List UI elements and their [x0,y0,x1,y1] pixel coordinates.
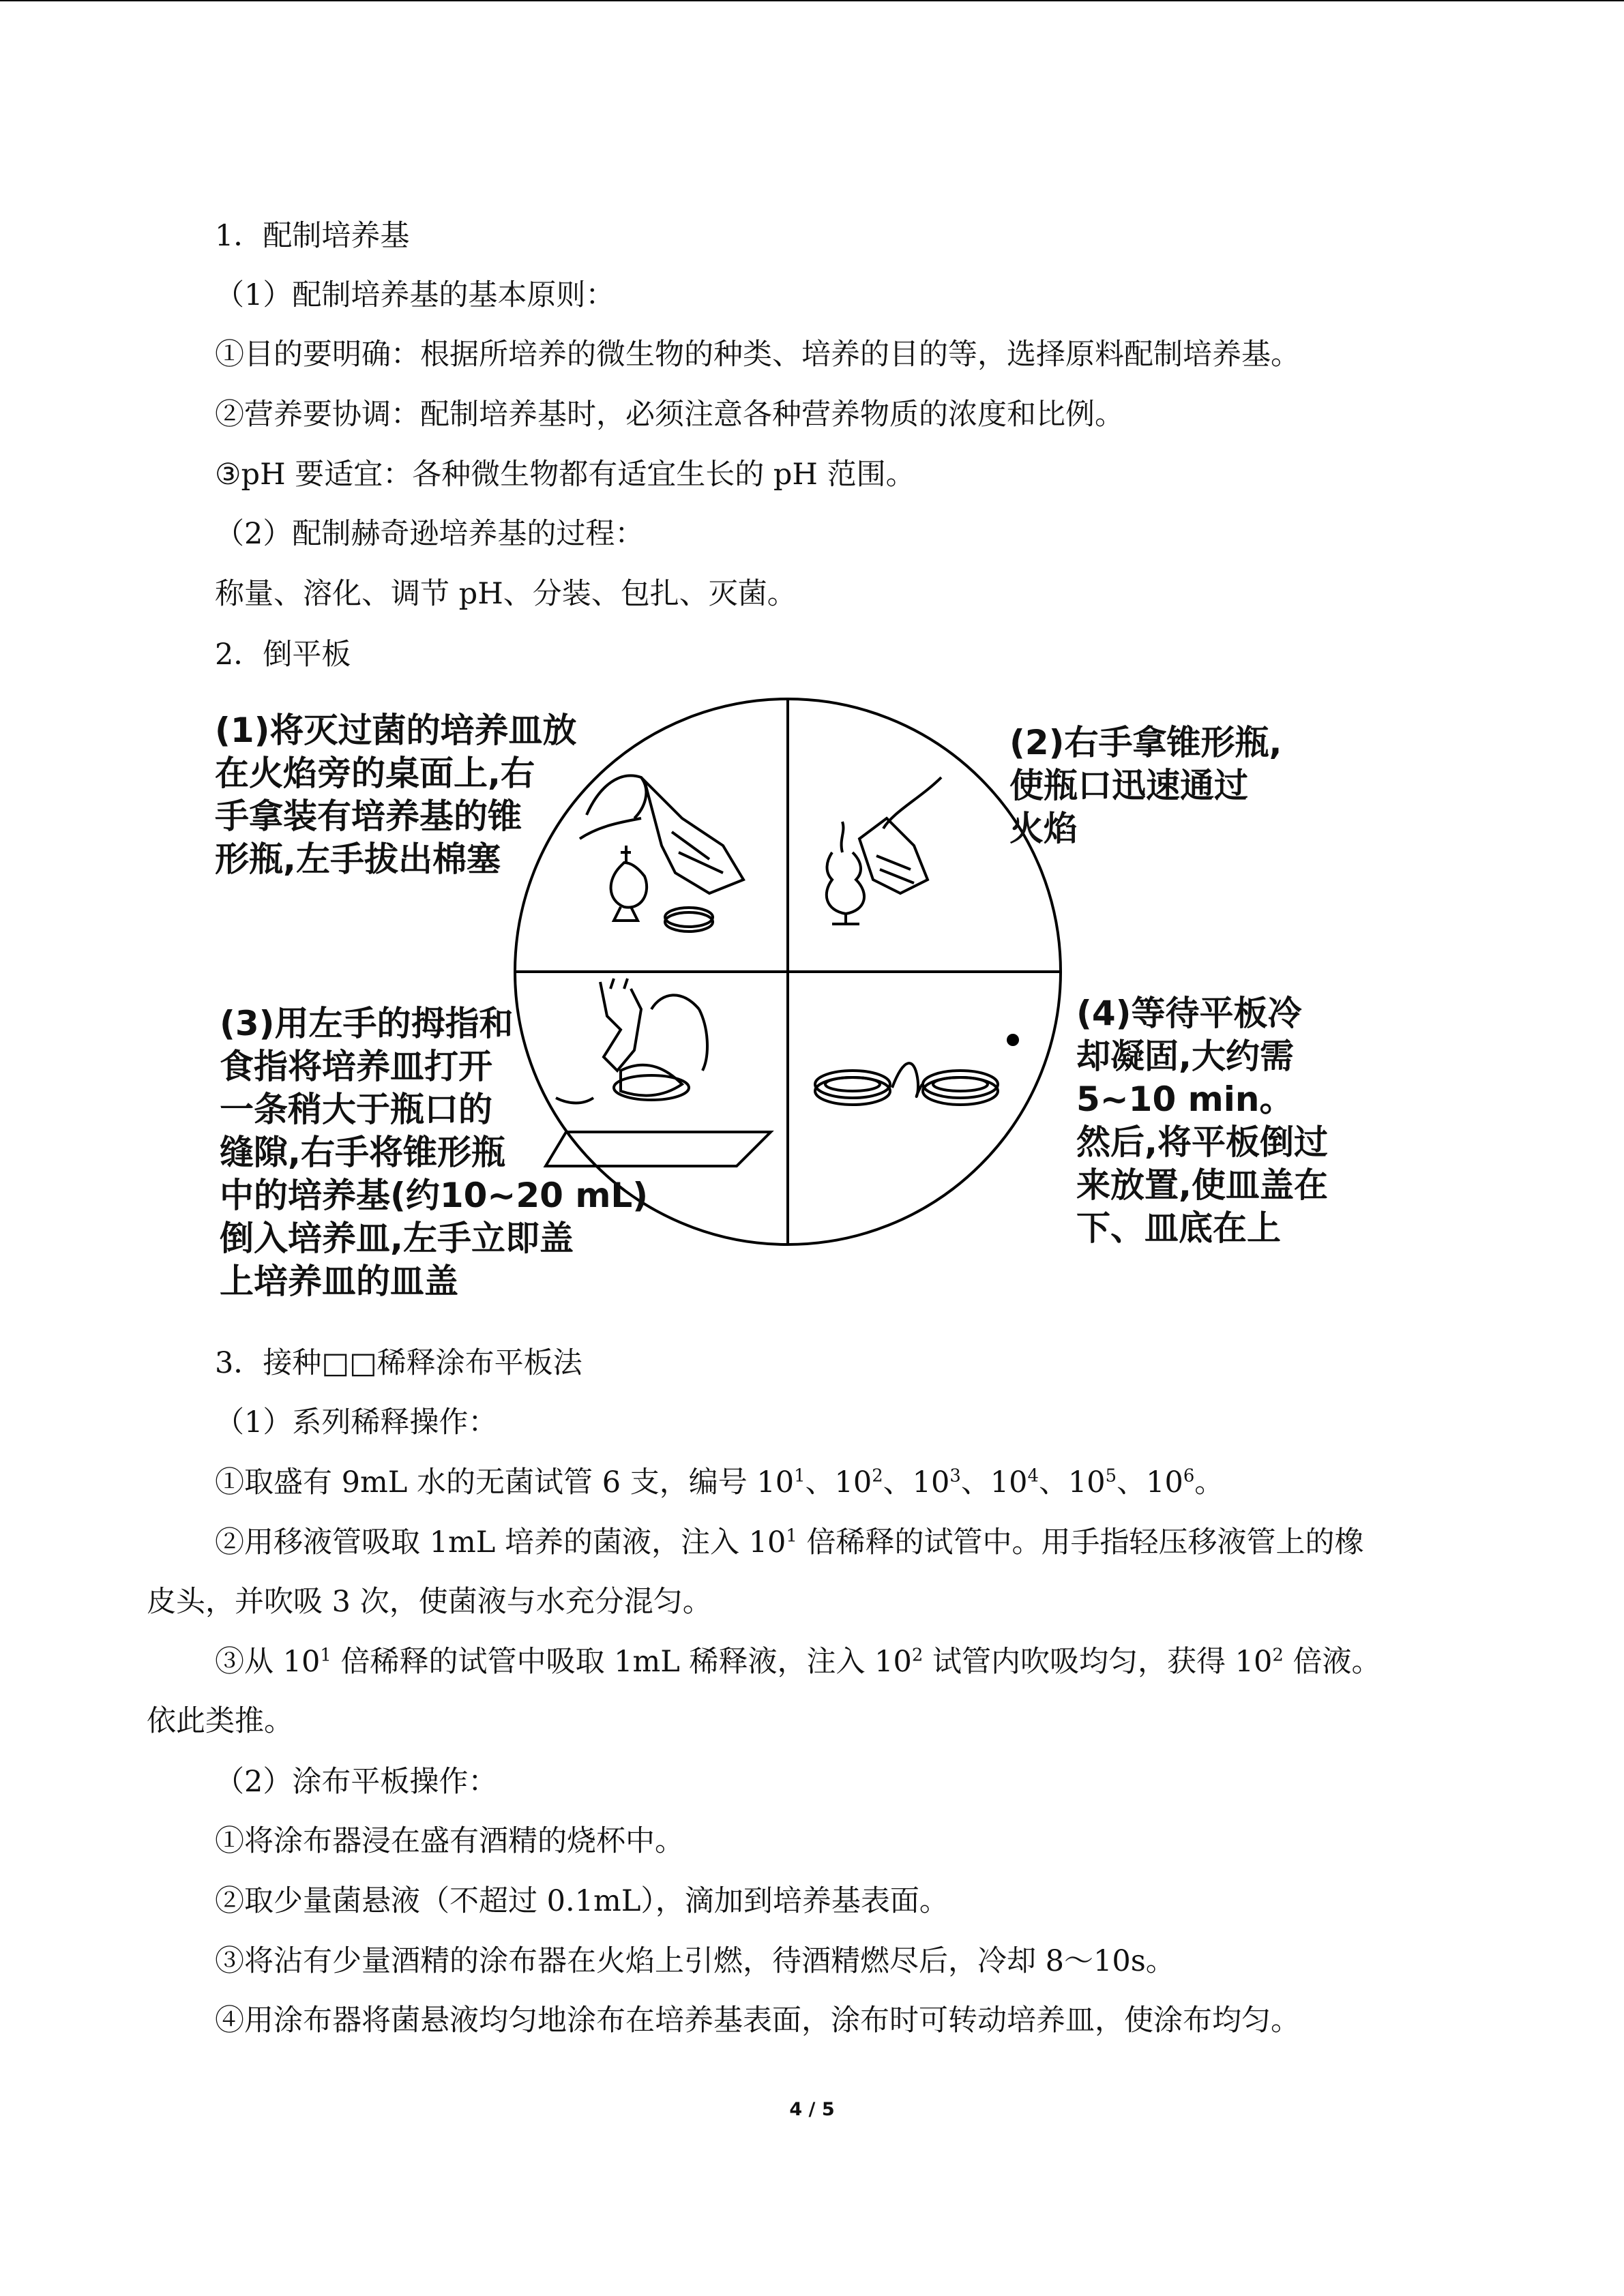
step4-illustration [815,1035,1018,1105]
step1-illustration [580,775,743,931]
step2-caption: (2)右手拿锥形瓶, 使瓶口迅速通过 火焰 [1009,723,1282,848]
section1-p4: 称量、溶化、调节 pH、分装、包扎、灭菌。 [215,577,797,611]
section1-sub1: （1）配制培养基的基本原则： [215,278,615,312]
step2-illustration [827,777,941,924]
section3-p3-line2: 依此类推。 [147,1704,293,1738]
section1-p3: ③pH 要适宜：各种微生物都有适宜生长的 pH 范围。 [215,458,915,492]
section3-p2-line1: ②用移液管吸取 1mL 培养的菌液，注入 $10^1$ 倍稀释的试管中。用手指轻压移液管上的橡 [215,1525,1364,1560]
step1-caption: (1)将灭过菌的培养皿放 在火焰旁的桌面上,右 手拿装有培养基的锥 形瓶,左手拔出棉塞 [215,711,577,879]
section3-p3-line1: ③从 $10^1$ 倍稀释的试管中吸取 1mL 稀释液，注入 $10^2$ 试管内吹吸均匀，获得 $10^2$ 倍液。 [215,1645,1381,1679]
page-number: 4 / 5 [789,2099,835,2120]
section3-sub2: （2）涂布平板操作： [215,1765,498,1799]
section1-sub2: （2）配制赫奇逊培养基的过程： [215,517,645,551]
section3-p2-line2: 皮头，并吹吸 3 次，使菌液与水充分混匀。 [147,1585,712,1619]
section3-sub1: （1）系列稀释操作： [215,1405,498,1440]
section3-q3: ③将沾有少量酒精的涂布器在火焰上引燃，待酒精燃尽后，冷却 8～10s。 [215,1944,1175,1978]
section2-heading: 2．倒平板 [215,638,351,672]
section3-p1: ①取盛有 9mL 水的无菌试管 6 支，编号 $10^1$、$10^2$、$10^3$、$10^4$、$10^5$、$10^6$。 [215,1465,1224,1500]
section3-q1: ①将涂布器浸在盛有酒精的烧杯中。 [215,1824,684,1858]
section1-p2: ②营养要协调：配制培养基时，必须注意各种营养物质的浓度和比例。 [215,398,1124,432]
section3-q2: ②取少量菌悬液（不超过 0.1mL），滴加到培养基表面。 [215,1884,949,1918]
section1-p1: ①目的要明确：根据所培养的微生物的种类、培养的目的等，选择原料配制培养基。 [215,338,1300,372]
section3-q4: ④用涂布器将菌悬液均匀地涂布在培养基表面，涂布时可转动培养皿，使涂布均匀。 [215,2003,1300,2038]
top-border [0,0,1624,1]
section1-heading: 1．配制培养基 [215,219,410,253]
section3-heading: 3．接种□□稀释涂布平板法 [215,1346,582,1380]
step3-caption: (3)用左手的拇指和 食指将培养皿打开 一条稍大于瓶口的 缝隙,右手将锥形瓶 中的培养基(约10~20 mL) 倒入培养皿,左手立即盖 上培养皿的皿盖 [220,1004,649,1301]
step4-caption: (4)等待平板冷 却凝固,大约需 5~10 min。 然后,将平板倒过 来放置,使皿盖在 下、皿底在上 [1076,994,1328,1248]
